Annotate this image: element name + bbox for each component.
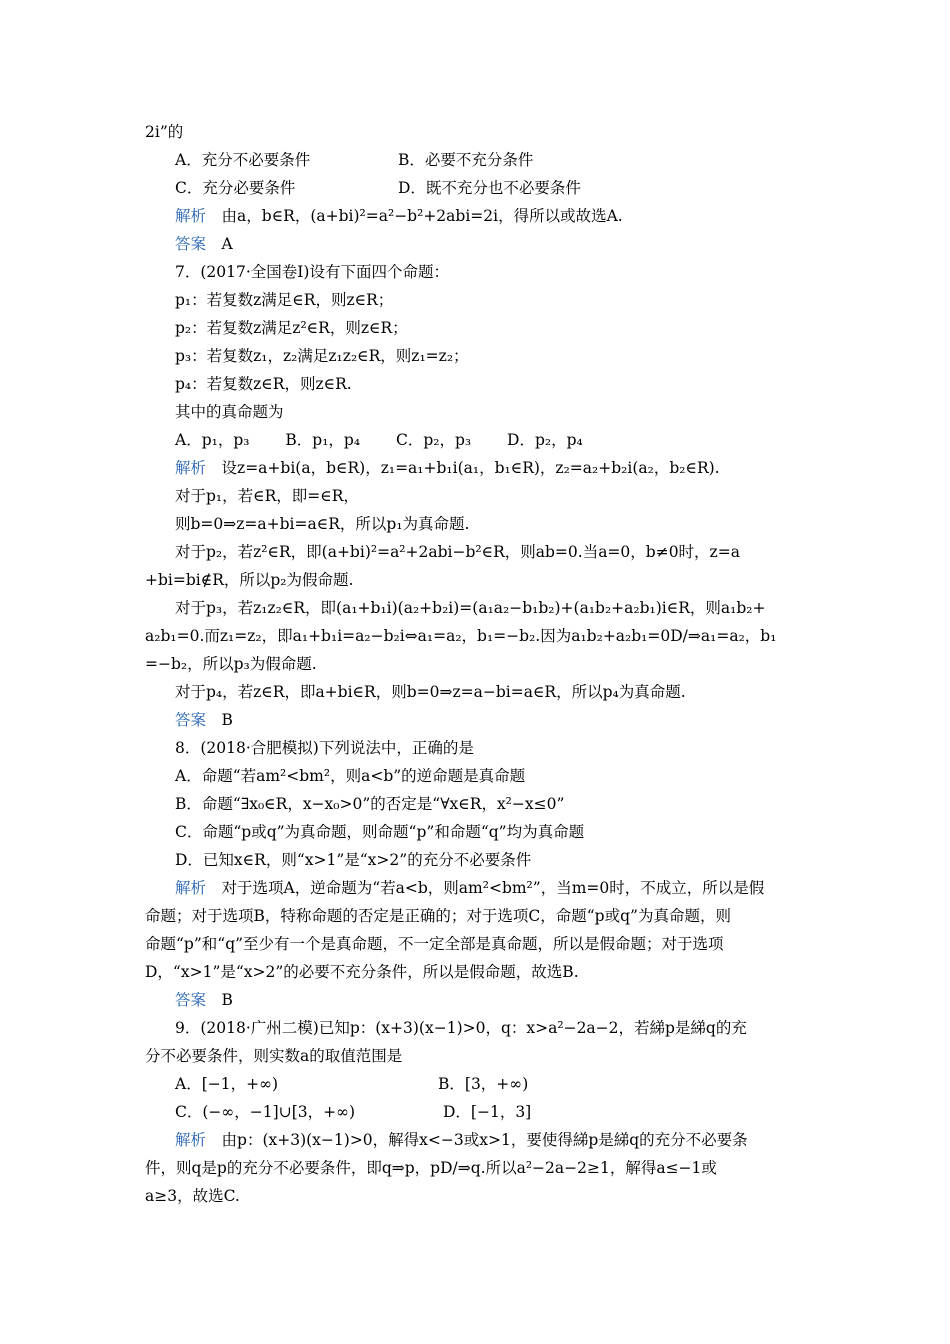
text-line: 对于p₄，若z∈R，即a+bi∈R，则b=0⇒z=a−bi=a∈R，所以p₄为真命题. [175,683,686,701]
option-c: C．(−∞，−1]∪[3，+∞) [175,1103,356,1121]
option-a: A．充分不必要条件 [175,151,311,169]
answer-line: 答案 B [175,711,233,729]
question-title: 7．(2017·全国卷Ⅰ)设有下面四个命题： [175,263,449,281]
options-line: A．p₁，p₃ B．p₁，p₄ C．p₂，p₃ D．p₂，p₄ [175,431,583,449]
analysis-label: 解析 [175,879,207,897]
text-line: D，“x>1”是“x>2”的必要不充分条件，所以是假命题，故选B. [145,963,579,981]
analysis-label: 解析 [175,1131,207,1149]
option-c: C．充分必要条件 [175,179,296,197]
option-b: B．必要不充分条件 [398,151,534,169]
text-line: 2i”的 [145,123,184,141]
text-line: p₃：若复数z₁，z₂满足z₁z₂∈R，则z₁=z₂； [175,347,469,365]
answer-line: 答案 A [175,235,233,253]
text-line: 命题；对于选项B，特称命题的否定是正确的；对于选项C，命题“p或q”为真命题，则 [145,907,731,925]
text-line: p₁：若复数z满足∈R，则z∈R； [175,291,394,309]
answer-line: 答案 B [175,991,233,1009]
option-b: B．命题“∃x₀∈R，x−x₀>0”的否定是“∀x∈R，x²−x≤0” [175,795,565,813]
text-line: =−b₂，所以p₃为假命题. [145,655,317,673]
text-line: 对于p₁，若∈R，即=∈R， [175,487,359,505]
option-a: A．命题“若am²<bm²，则a<b”的逆命题是真命题 [175,767,526,785]
text-line: 对于p₂，若z²∈R，即(a+bi)²=a²+2abi−b²∈R，则ab=0.当a=0，b≠0时，z=a [175,543,740,561]
analysis-label: 解析 [175,459,207,477]
analysis-line: 解析 由p：(x+3)(x−1)>0，解得x<−3或x>1，要使得綈p是綈q的充分不必要条 [175,1131,748,1149]
text-line: 其中的真命题为 [175,403,284,421]
option-d: D．[−1，3] [443,1103,532,1121]
analysis-line: 解析 对于选项A，逆命题为“若a<b，则am²<bm²”，当m=0时，不成立，所以是假 [175,879,765,897]
option-d: D．已知x∈R，则“x>1”是“x>2”的充分不必要条件 [175,851,532,869]
text-line: 对于p₃，若z₁z₂∈R，即(a₁+b₁i)(a₂+b₂i)=(a₁a₂−b₁b₂)+(a₁b₂+a₂b₁)i∈R，则a₁b₂+ [175,599,766,617]
text-line: 分不必要条件，则实数a的取值范围是 [145,1047,403,1065]
text-line: 件，则q是p的充分不必要条件，即q⇒p，pD/⇒q.所以a²−2a−2≥1，解得a≤−1或 [145,1159,717,1177]
analysis-line: 解析 由a，b∈R，(a+bi)²=a²−b²+2abi=2i，得所以或故选A. [175,207,623,225]
text-line: p₄：若复数z∈R，则z∈R. [175,375,352,393]
text-line: a₂b₁=0.而z₁=z₂，即a₁+b₁i=a₂−b₂i⇔a₁=a₂，b₁=−b₂.因为a₁b₂+a₂b₁=0D/⇒a₁=a₂，b₁ [145,627,777,645]
option-b: B．[3，+∞) [438,1075,529,1093]
answer-label: 答案 [175,711,207,729]
answer-label: 答案 [175,991,207,1009]
option-c: C．命题“p或q”为真命题，则命题“p”和命题“q”均为真命题 [175,823,585,841]
text-line: 命题“p”和“q”至少有一个是真命题，不一定全部是真命题，所以是假命题；对于选项 [145,935,724,953]
analysis-label: 解析 [175,207,207,225]
text-line: +bi=bi∉R，所以p₂为假命题. [145,571,354,589]
analysis-line: 解析 设z=a+bi(a，b∈R)，z₁=a₁+b₁i(a₁，b₁∈R)，z₂=a₂+b₂i(a₂，b₂∈R). [175,459,720,477]
option-a: A．[−1，+∞) [175,1075,279,1093]
answer-label: 答案 [175,235,207,253]
text-line: p₂：若复数z满足z²∈R，则z∈R； [175,319,408,337]
text-line: a≥3，故选C. [145,1187,240,1205]
question-title: 9．(2018·广州二模)已知p：(x+3)(x−1)>0，q：x>a²−2a−2，若綈p是綈q的充 [175,1019,747,1037]
question-title: 8．(2018·合肥模拟)下列说法中，正确的是 [175,739,474,757]
text-line: 则b=0⇒z=a+bi=a∈R，所以p₁为真命题. [175,515,470,533]
option-d: D．既不充分也不必要条件 [398,179,581,197]
